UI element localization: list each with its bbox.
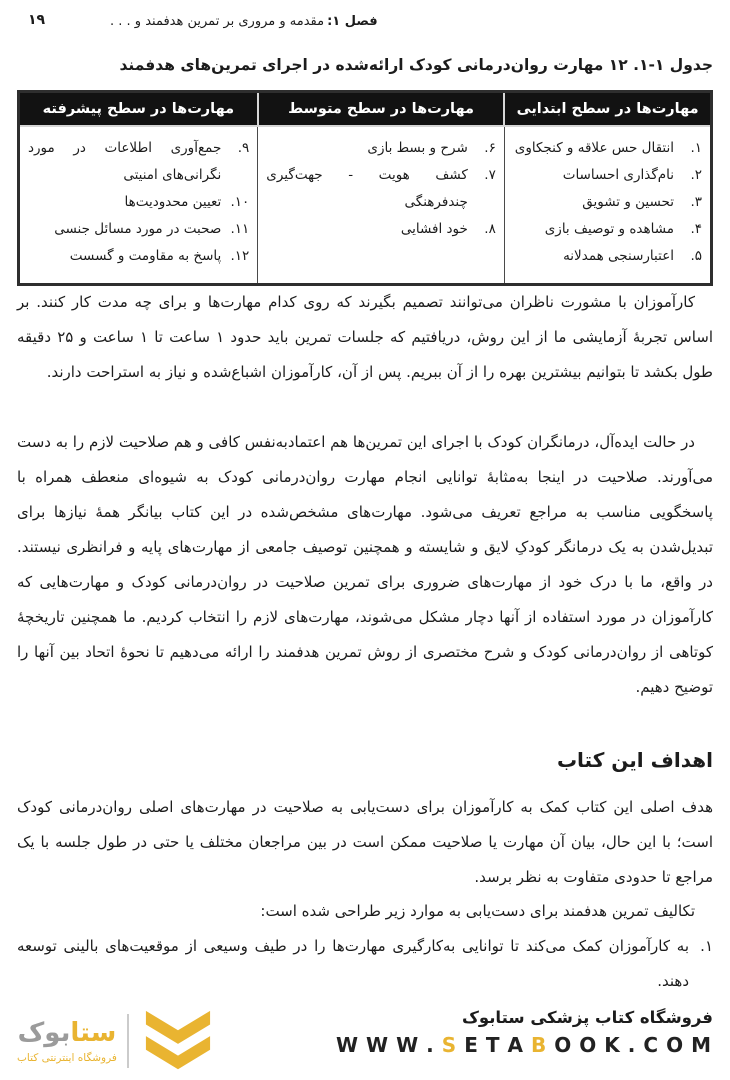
page-header — [0, 12, 730, 36]
setabook-logo — [17, 1004, 217, 1076]
numbered-list-item — [17, 929, 713, 999]
chapter-title: مقدمه و مروری بر تمرین هدفمند و . . . — [110, 14, 325, 29]
page-number: ۱۹ — [28, 12, 46, 28]
page-footer — [17, 1004, 713, 1080]
chevron-emblem-icon — [139, 1006, 217, 1076]
logo-wordmark — [18, 1018, 117, 1048]
skills-column-header-3: مهارت‌ها در سطح پیشرفته — [19, 92, 258, 127]
skills-column-header-2: مهارت‌ها در سطح متوسط — [258, 92, 505, 127]
paragraph-2: در حالت ایده‌آل، درمانگران کودک با اجرای این تمرین‌ها هم اعتمادبه‌نفس کافی و هم صلاحیت لازم را به دست می‌آورند. صلاحیت در اینجا به‌مثابهٔ توانایی انجام مهارت روان‌درمانی کودک به شیوه‌ای منعطف همراه با پاسخگویی مناسب به مراجع تعریف می‌شود. مهارت‌های مشخص‌شده در این کتاب بیانگر همهٔ نیازها برای تبدیل‌شدن به یک درمانگر کودکِ لایق و شایسته و همچنین توصیف جامعی از مهارت‌های پایه و فرانظری نیستند. در واقع، ما با درک خود از مهارت‌های ضروری برای تمرین صلاحیت در روان‌درمانی کودک و مهارت‌هایی که کارآموزان در مورد استفاده از آنها دچار مشکل می‌شوند، مهارت‌های لازم را انتخاب کردیم. ما همچنین تاریخچهٔ کوتاهی از روان‌درمانی کودک و شرح مختصری از روش تمرین هدفمند را ارائه می‌دهیم تا نحوهٔ اتحاد بین آنها را توضیح دهیم. — [17, 433, 713, 696]
skill-item: ۴. مشاهده و توصیف بازی — [544, 221, 702, 237]
skill-item: ۸. خود افشایی — [400, 221, 496, 237]
skills-table-header-row — [19, 92, 712, 127]
section-heading: اهداف این کتاب — [556, 748, 713, 772]
list-intro: تکالیف تمرین هدفمند برای دست‌یابی به موارد زیر طراحی شده است: — [260, 902, 695, 920]
store-title: فروشگاه کتاب پزشکی ستابوک — [462, 1008, 713, 1027]
wordmark-gray-part: بوک — [17, 1018, 71, 1048]
store-info — [330, 1004, 713, 1057]
skill-item: ۶. شرح و بسط بازی — [367, 140, 496, 156]
skill-item: ۲. نام‌گذاری احساسات — [562, 167, 702, 183]
list-item-text: به کارآموزان کمک می‌کند تا توانایی به‌کارگیری مهارت‌ها را در طیف وسیعی از موقعیت‌های بالینی توسعه دهند. — [17, 937, 689, 990]
skill-item: ۱۲. پاسخ به مقاومت و گسست — [69, 248, 250, 264]
skills-table-body-row — [19, 126, 712, 285]
running-head — [110, 14, 378, 29]
chapter-label: فصل ۱: — [327, 14, 378, 29]
skill-item: ۵. اعتبارسنجی همدلانه — [563, 248, 702, 264]
skill-item: ۳. تحسین و تشویق — [582, 194, 702, 210]
skill-item: ۹. جمع‌آوری اطلاعات در مورد نگرانی‌های امنیتی — [28, 140, 250, 183]
store-url: W W W . S E T A B O O K . C O M — [335, 1033, 713, 1057]
logo-tagline: فروشگاه اینترنتی کتاب — [17, 1052, 117, 1064]
logo-wordmark-block — [17, 1018, 117, 1064]
skill-item: ۱. انتقال حس علاقه و کنجکاوی — [514, 140, 702, 156]
skills-column-cell-2 — [258, 126, 505, 285]
skill-item: ۷. کشف هویت - جهت‌گیری چندفرهنگی — [266, 167, 496, 210]
skill-item: ۱۰. تعیین محدودیت‌ها — [124, 194, 250, 210]
skills-column-cell-3 — [19, 126, 258, 285]
logo-divider — [127, 1014, 129, 1068]
list-item-number: ۱. — [700, 937, 713, 955]
table-caption: جدول ۱-۱. ۱۲ مهارت روان‌درمانی کودک ارائه‌شده در اجرای تمرین‌های هدفمند — [119, 56, 713, 74]
wordmark-gold-part: ستا — [70, 1018, 117, 1048]
paragraph-3: هدف اصلی این کتاب کمک به کارآموزان برای دست‌یابی به صلاحیت در مهارت‌های اصلی روان‌درمانی کودک است؛ با این حال، بیان آن مهارت یا صلاحیت ممکن است در بین مراجعان مختلف یا حتی در طول جلسه با یک مراجع تا حدودی متفاوت به نظر برسد. — [17, 798, 713, 886]
skill-item: ۱۱. صحبت در مورد مسائل جنسی — [54, 221, 250, 237]
skills-column-cell-1 — [504, 126, 711, 285]
skills-table — [17, 90, 713, 286]
skills-column-header-1: مهارت‌ها در سطح ابتدایی — [504, 92, 711, 127]
paragraph-1: کارآموزان با مشورت ناظران می‌توانند تصمیم بگیرند که روی کدام مهارت‌ها و برای چه مدت کار کنند. بر اساس تجربهٔ آزمایشی ما از این روش، دریافتیم که جلسات تمرین باید حدود ۱ ساعت تا ۱ ساعت و ۲۵ دقیقه طول بکشد تا بتوانیم بیشترین بهره را از آن ببریم. پس از آن، کارآموزان اشباع‌شده و نیاز به استراحت دارند. — [17, 293, 714, 381]
